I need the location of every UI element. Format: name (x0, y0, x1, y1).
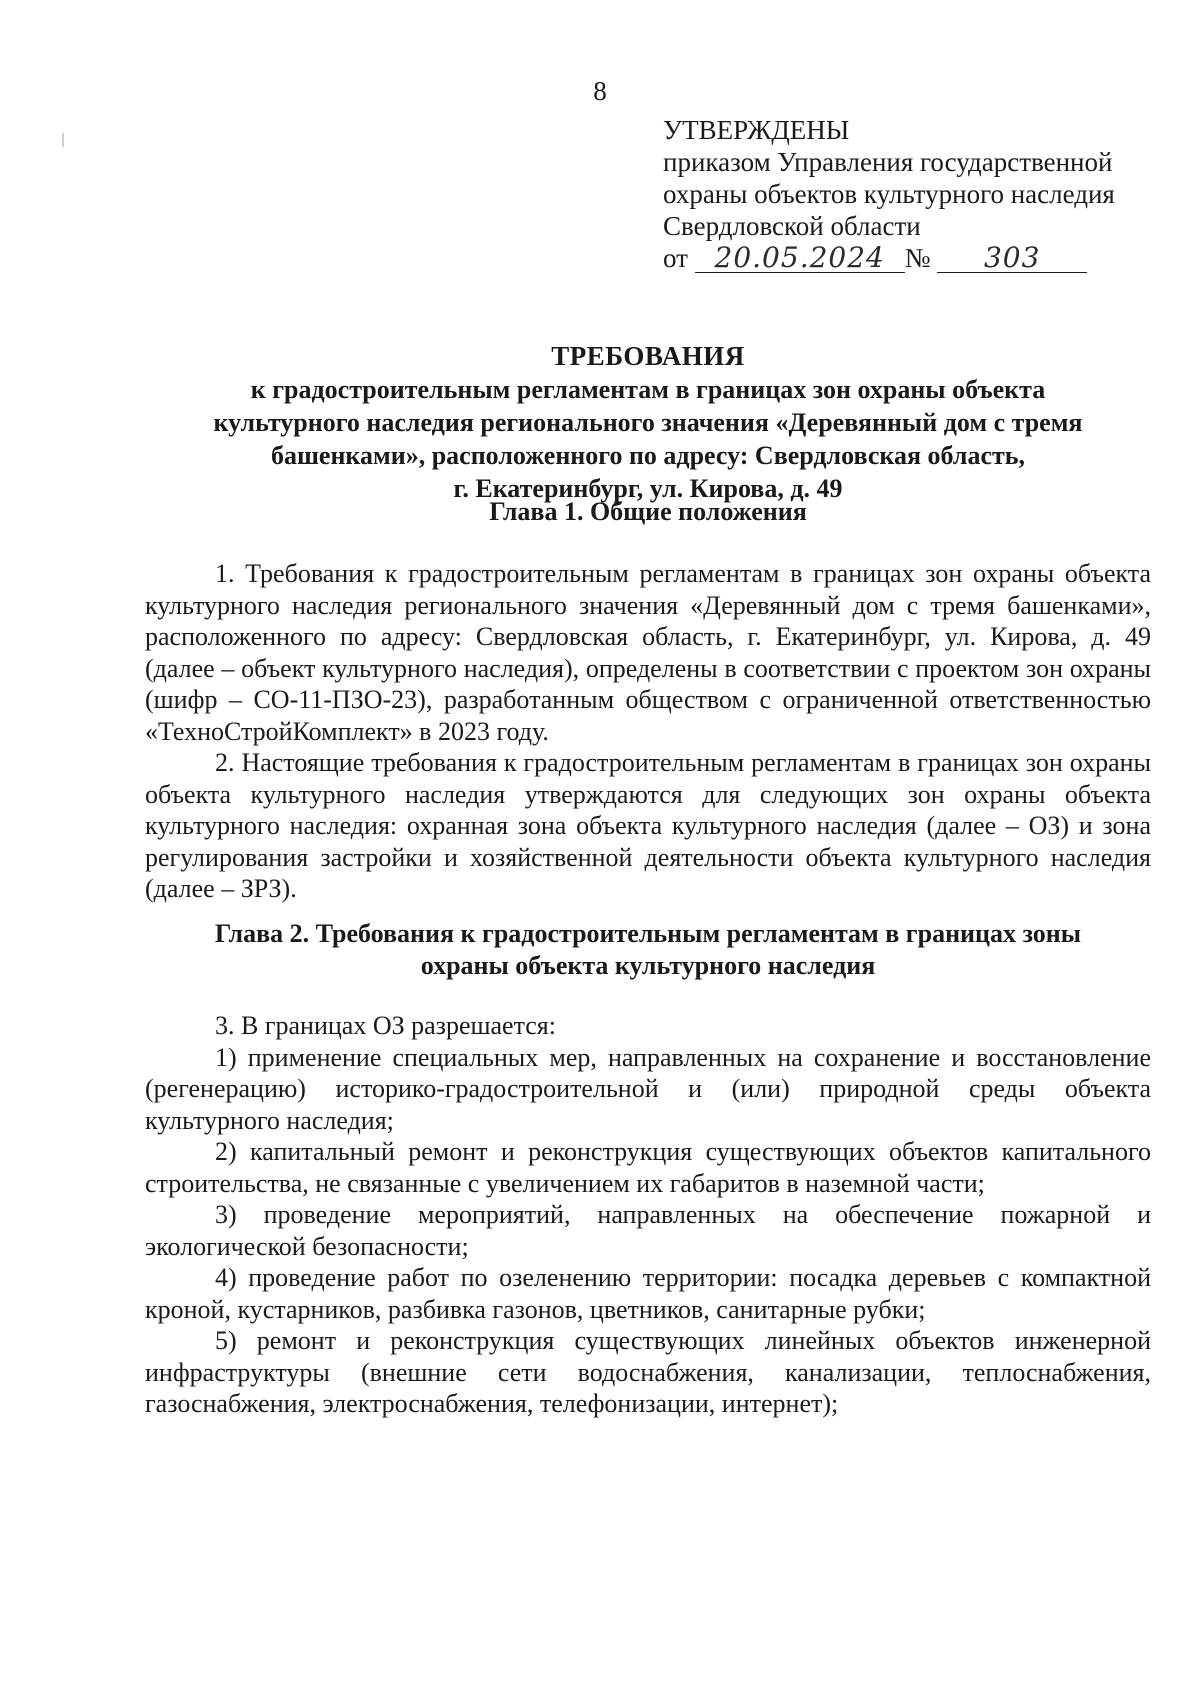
list-item: 1) применение специальных мер, направленных на сохранение и восстановление (регенерацию) историко-градостроительной и (или) природной среды объекта культурного наследия; (145, 1042, 1151, 1135)
approval-date-number-row (663, 242, 1183, 274)
approval-line: приказом Управления государственной (663, 147, 1113, 177)
number-field (937, 241, 1087, 274)
title-line: башенками», расположенного по адресу: Свердловская область, (270, 441, 1026, 470)
chapter-2-heading-line: Глава 2. Требования к градостроительным регламентам в границах зоны (214, 919, 1082, 948)
approval-line: охраны объектов культурного наследия (663, 179, 1115, 209)
paragraph: 1. Требования к градостроительным регламентам в границах зон охраны объекта культурного наследия регионального значения «Деревянный дом с тремя башенками», расположенного по адресу: Свердловская область, г. Екатеринбург, ул. Кирова, д. 49 (далее – объект культурного наследия), определены в соответствии с проектом зон охраны (шифр – СО-11-ПЗО-23), разработанным обществом с ограниченной ответственностью «ТехноСтройКомплект» в 2023 году. (145, 559, 1151, 746)
list-item: 2) капитальный ремонт и реконструкция существующих объектов капитального строительства, не связанные с увеличением их габаритов в наземной части; (145, 1137, 1151, 1198)
list-item: 4) проведение работ по озеленению территории: посадка деревьев с компактной кроной, кустарников, разбивка газонов, цветников, санитарные рубки; (145, 1263, 1151, 1324)
paragraph: 3. В границах ОЗ разрешается: (215, 1011, 556, 1040)
date-prefix: от (663, 243, 688, 273)
chapter-1-body (145, 558, 1151, 905)
title-line: культурного наследия регионального значения «Деревянный дом с тремя (213, 408, 1083, 437)
paragraph: 2. Настоящие требования к градостроительным регламентам в границах зон охраны объекта культурного наследия утверждаются для следующих зон охраны объекта культурного наследия: охранная зона объекта культурного наследия (далее – ОЗ) и зона регулирования застройки и хозяйственной деятельности объекта культурного наследия (далее – ЗРЗ). (145, 748, 1151, 903)
document-title (145, 340, 1151, 505)
approval-stamp-block (663, 114, 1183, 274)
page-number: 8 (593, 76, 607, 106)
chapter-1-heading: Глава 1. Общие положения (489, 497, 807, 526)
scan-margin-mark (62, 133, 64, 147)
list-item: 3) проведение мероприятий, направленных на обеспечение пожарной и экологической безопасности; (145, 1200, 1151, 1261)
handwritten-date: 20.05.2024 (714, 241, 885, 274)
title-line: к градостроительным регламентам в границах зон охраны объекта (250, 375, 1046, 404)
chapter-2-body (145, 1010, 1151, 1420)
number-prefix: № (904, 243, 931, 273)
handwritten-number: 303 (983, 241, 1041, 274)
chapter-2-heading-line: охраны объекта культурного наследия (420, 951, 876, 980)
title-main: ТРЕБОВАНИЯ (551, 341, 745, 371)
list-item: 5) ремонт и реконструкция существующих линейных объектов инженерной инфраструктуры (внешние сети водоснабжения, канализации, теплоснабжения, газоснабжения, электроснабжения, телефонизации, интернет); (145, 1326, 1151, 1418)
approval-line: Свердловской области (663, 211, 921, 241)
approval-heading: УТВЕРЖДЕНЫ (663, 115, 850, 145)
title-line: г. Екатеринбург, ул. Кирова, д. 49 (453, 474, 843, 503)
chapter-2-heading (145, 918, 1151, 982)
date-field (695, 241, 905, 274)
